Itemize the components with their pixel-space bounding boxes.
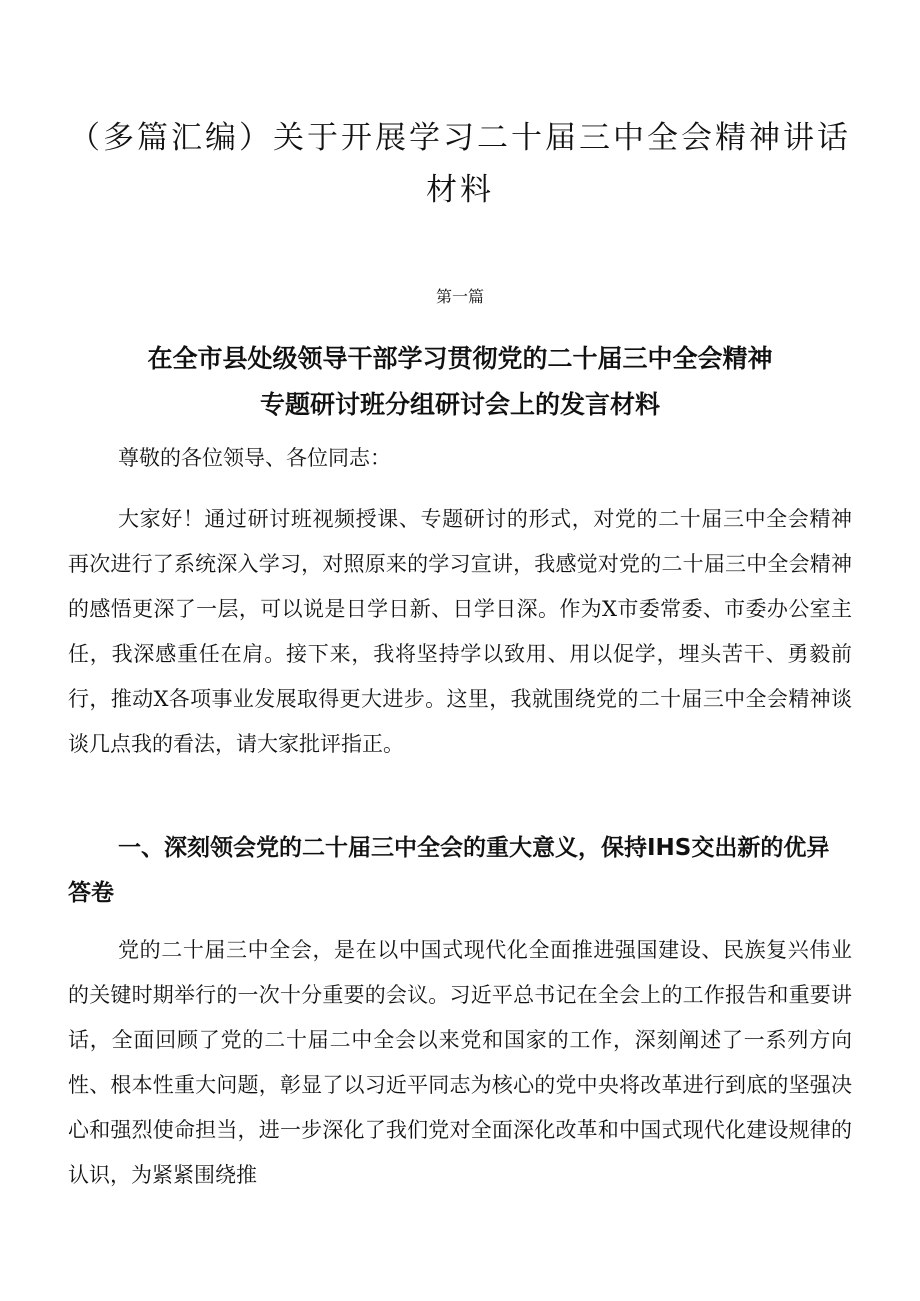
speech-title — [60, 336, 860, 428]
body-paragraph-2: 党的二十届三中全会，是在以中国式现代化全面推进强国建设、民族复兴伟业的关键时期举行的一次十分重要的会议。习近平总书记在全会上的工作报告和重要讲话，全面回顾了党的二十届二中全会以来党和国家的工作，深刻阐述了一系列方向性、根本性重大问题，彰显了以习近平同志为核心的党中央将改革进行到底的坚强决心和强烈使命担当，进一步深化了我们党对全面深化改革和中国式现代化建设规律的认识，为紧紧围绕推 — [68, 938, 852, 1187]
section-heading-1: 一、深刻领会党的二十届三中全会的重大意义，保持IHS交出新的优异答卷 — [68, 835, 830, 906]
opening-paragraph: 大家好！通过研讨班视频授课、专题研讨的形式，对党的二十届三中全会精神再次进行了系统深入学习，对照原来的学习宣讲，我感觉对党的二十届三中全会精神的感悟更深了一层，可以说是日学日新、日学日深。作为X市委常委、市委办公室主任，我深感重任在肩。接下来，我将坚持学以致用、用以促学，埋头苦干、勇毅前行，推动X各项事业发展取得更大进步。这里，我就围绕党的二十届三中全会精神谈谈几点我的看法，请大家批评指正。 — [68, 507, 852, 756]
speech-title-line-2: 专题研讨班分组研讨会上的发言材料 — [259, 390, 660, 419]
document-title: （多篇汇编）关于开展学习二十届三中全会精神讲话材料 — [69, 120, 851, 208]
speech-title-line-1: 在全市县处级领导干部学习贯彻党的二十届三中全会精神 — [147, 344, 773, 373]
section-label: 第一篇 — [435, 287, 484, 306]
greeting-paragraph: 尊敬的各位领导、各位同志： — [118, 446, 391, 470]
